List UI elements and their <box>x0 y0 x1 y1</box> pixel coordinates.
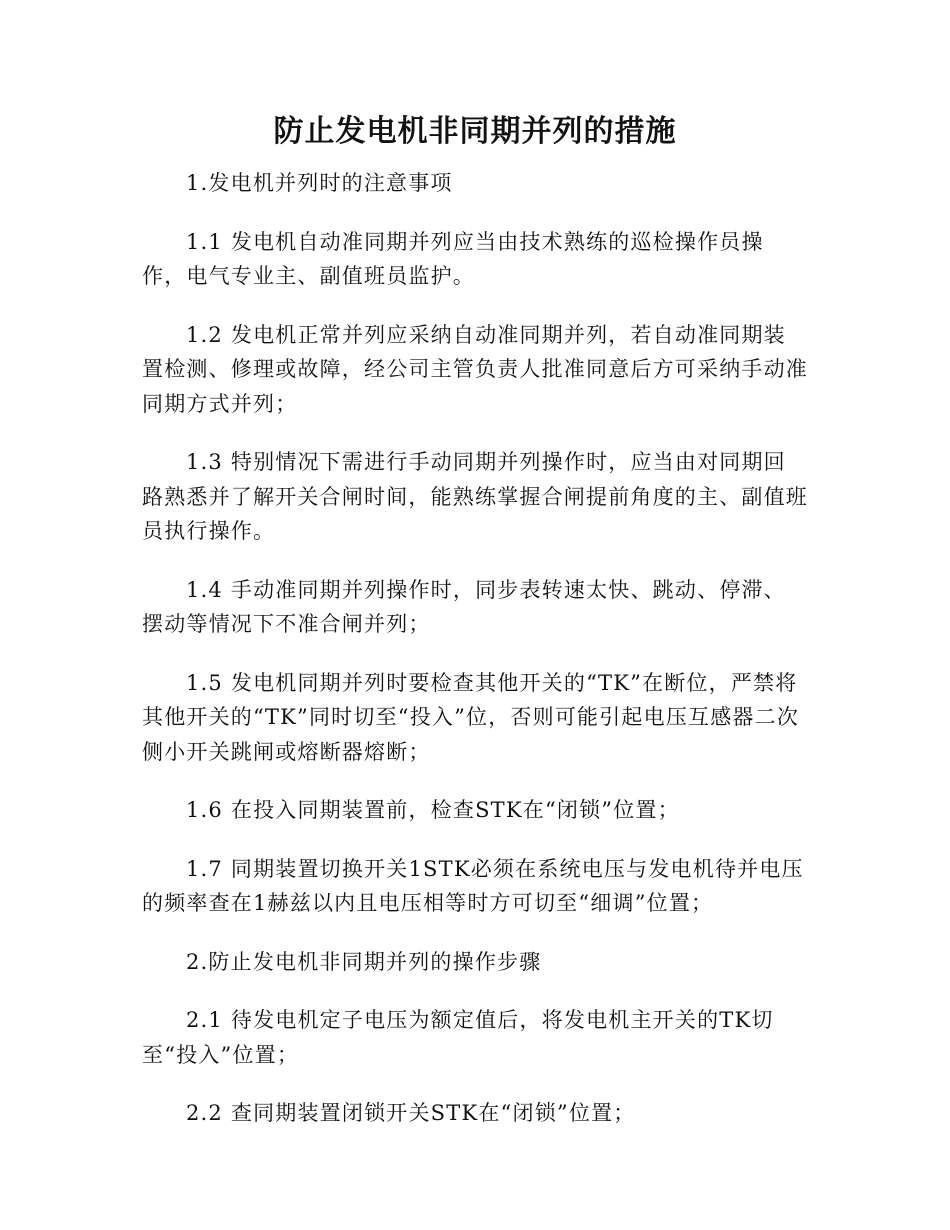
section-heading-1: 1.发电机并列时的注意事项 <box>186 171 453 195</box>
section-heading-2: 2.防止发电机非同期并列的操作步骤 <box>186 949 542 974</box>
paragraph-2-1: 2.1 待发电机定子电压为额定值后，将发电机主开关的TK切至“投入”位置； <box>142 1008 774 1067</box>
paragraph-1-2: 1.2 发电机正常并列应采纳自动准同期并列，若自动准同期装置检测、修理或故障，经公司主管负责人批准同意后方可采纳手动准同期方式并列； <box>142 322 808 416</box>
paragraph-1-7: 1.7 同期装置切换开关1STK必须在系统电压与发电机待并电压的频率查在1赫兹以内且电压相等时方可切至“细调”位置； <box>142 856 804 915</box>
paragraph-1-3: 1.3 特别情况下需进行手动同期并列操作时，应当由对同期回路熟悉并了解开关合闸时间，能熟练掌握合闸提前角度的主、副值班员执行操作。 <box>142 450 808 543</box>
document-title: 防止发电机非同期并列的措施 <box>273 114 677 149</box>
paragraph-1-4: 1.4 手动准同期并列操作时，同步表转速太快、跳动、停滞、摆动等情况下不准合闸并列； <box>142 577 786 636</box>
document-body <box>142 166 808 1131</box>
paragraph-1-1: 1.1 发电机自动准同期并列应当由技术熟练的巡检操作员操作，电气专业主、副值班员监护。 <box>142 229 764 288</box>
paragraph-1-6: 1.6 在投入同期装置前，检查STK在“闭锁”位置； <box>186 798 680 822</box>
paragraph-2-2: 2.2 查同期装置闭锁开关STK在“闭锁”位置； <box>186 1101 636 1125</box>
paragraph-1-5: 1.5 发电机同期并列时要检查其他开关的“TK”在断位，严禁将其他开关的“TK”同时切至“投入”位，否则可能引起电压互感器二次侧小开关跳闸或熔断器熔断； <box>142 670 800 764</box>
